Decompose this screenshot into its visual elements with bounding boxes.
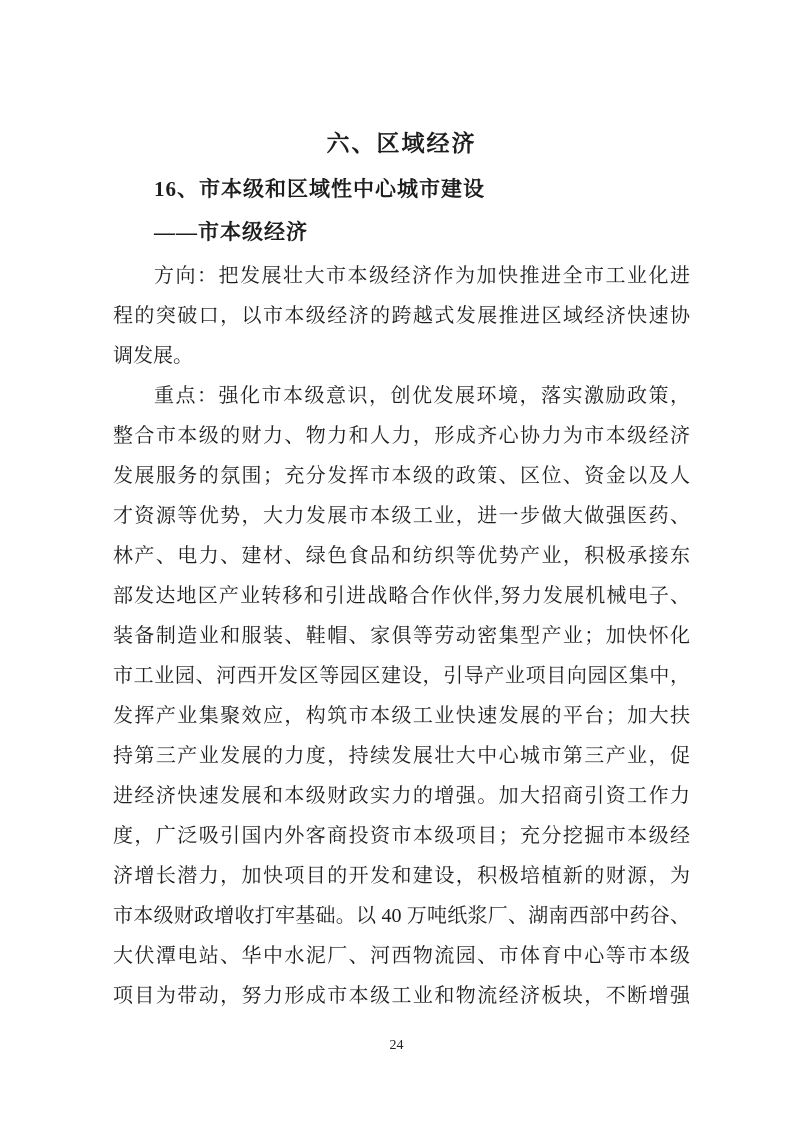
paragraph-key-points [113,377,690,1017]
section-title: 六、区域经济 [326,130,477,156]
sub-heading: ——市本级经济 [154,220,308,244]
text-line: 进经济快速发展和本级财政实力的增强。加大招商引资工作力 [113,785,690,807]
text-line: 项目为带动，努力形成市本级工业和物流经济板块，不断增强 [113,985,690,1007]
text-line: 市工业园、河西开发区等园区建设，引导产业项目向园区集中， [113,665,690,687]
text-line: 发展服务的氛围；充分发挥市本级的政策、区位、资金以及人 [113,465,690,487]
text-line: 调发展。 [113,345,193,367]
chapter-heading: 16、市本级和区域性中心城市建设 [154,177,485,201]
text-line: 林产、电力、建材、绿色食品和纺织等优势产业，积极承接东 [113,545,690,567]
text-line: 部发达地区产业转移和引进战略合作伙伴,努力发展机械电子、 [113,585,690,607]
text-line: 市本级财政增收打牢基础。以 40 万吨纸浆厂、湖南西部中药谷、 [113,905,690,927]
text-line: 整合市本级的财力、物力和人力，形成齐心协力为市本级经济 [113,425,690,447]
text-line: 发挥产业集聚效应，构筑市本级工业快速发展的平台；加大扶 [113,705,690,727]
paragraph-direction [113,257,690,377]
text-line: 才资源等优势，大力发展市本级工业，进一步做大做强医药、 [113,505,690,527]
document-content [113,0,690,1017]
text-line: 度，广泛吸引国内外客商投资市本级项目；充分挖掘市本级经 [113,825,690,847]
text-line: 方向：把发展壮大市本级经济作为加快推进全市工业化进 [154,265,690,287]
text-line: 装备制造业和服装、鞋帽、家俱等劳动密集型产业；加快怀化 [113,625,690,647]
text-line: 大伏潭电站、华中水泥厂、河西物流园、市体育中心等市本级 [113,945,690,967]
text-line: 持第三产业发展的力度，持续发展壮大中心城市第三产业，促 [113,745,690,767]
page-number: 24 [389,1038,404,1053]
text-line: 程的突破口，以市本级经济的跨越式发展推进区域经济快速协 [113,305,690,327]
text-line: 济增长潜力，加快项目的开发和建设，积极培植新的财源，为 [113,865,690,887]
text-line: 重点：强化市本级意识，创优发展环境，落实激励政策， [154,385,690,407]
